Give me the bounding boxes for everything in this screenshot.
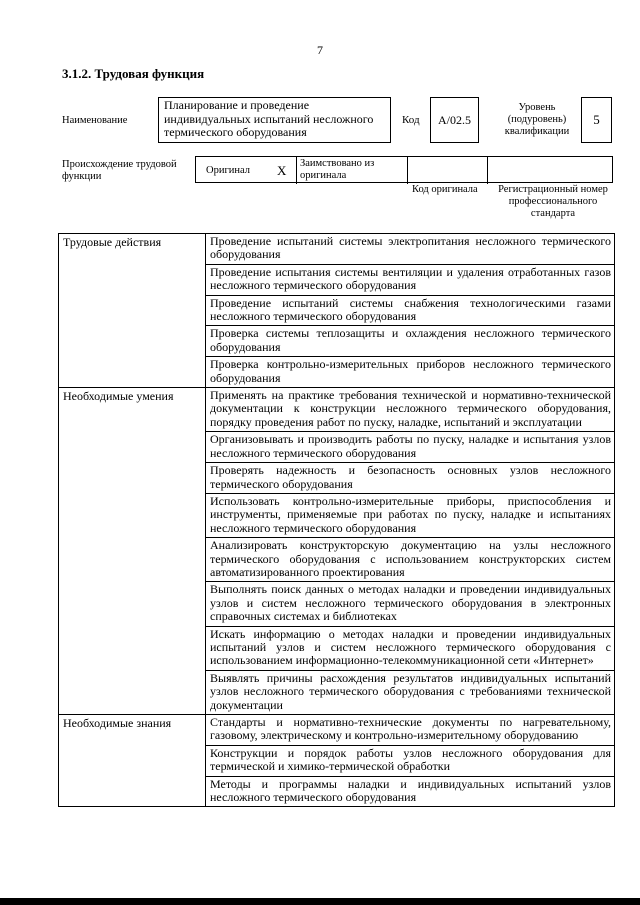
level-label: Уровень (подуровень) квалификации (504, 102, 570, 137)
requirement-item: Конструкции и порядок работы узлов несложного оборудования для термической и химико-термической обработки (206, 745, 615, 776)
reg-number-label: Регистрационный номер профессионального стандарта (498, 184, 608, 219)
section-title: 3.1.2. Трудовая функция (62, 66, 205, 81)
origin-original-cell (196, 157, 297, 184)
table-row (59, 388, 615, 432)
origin-reg-cell (488, 157, 612, 184)
section-heading: Необходимые умения (59, 388, 206, 715)
requirement-item: Проведение испытаний системы снабжения технологическими газами несложного термического оборудования (206, 295, 615, 326)
origin-label: Происхождение трудовой функции (62, 159, 177, 182)
function-name: Планирование и проведение индивидуальных испытаний несложного термического оборудования (158, 97, 391, 143)
name-label: Наименование (62, 115, 128, 126)
requirement-item: Стандарты и нормативно-технические документы по нагревательному, газовому, электрическому и контрольно-измерительному оборудованию (206, 715, 615, 746)
requirement-item: Проверять надежность и безопасность основных узлов несложного термического оборудования (206, 463, 615, 494)
origin-row (195, 156, 613, 183)
requirement-item: Выполнять поиск данных о методах наладки и проведении индивидуальных узлов и систем несложного термического оборудования в электронных справочных системах и библиотеках (206, 582, 615, 626)
origin-borrowed-cell (297, 157, 408, 184)
scan-edge (0, 898, 640, 905)
requirement-item: Проверка контрольно-измерительных приборов несложного термического оборудования (206, 357, 615, 388)
table-row (59, 715, 615, 746)
requirement-item: Методы и программы наладки и индивидуальных испытаний узлов несложного термического оборудования (206, 776, 615, 807)
origin-code-cell (408, 157, 488, 184)
requirement-item: Использовать контрольно-измерительные приборы, приспособления и инструменты, применяемые при работах по пуску, наладке и испытаниях несложного термического оборудования (206, 493, 615, 537)
competency-table (58, 233, 615, 807)
requirement-item: Проверка системы теплозащиты и охлаждения несложного термического оборудования (206, 326, 615, 357)
section-heading: Трудовые действия (59, 234, 206, 388)
requirement-item: Проведение испытания системы вентиляции и удаления отработанных газов несложного термического оборудования (206, 264, 615, 295)
requirement-item: Организовывать и производить работы по пуску, наладке и испытания узлов несложного термического оборудования (206, 432, 615, 463)
section-heading: Необходимые знания (59, 715, 206, 807)
page-number: 7 (317, 43, 323, 57)
requirement-item: Применять на практике требования технической и нормативно-технической документации к конструкции несложного термического оборудования, порядку проведения работ по пуску, наладке, испытаний и эксплуатации (206, 388, 615, 432)
original-mark: X (277, 163, 287, 178)
borrowed-label: Заимствовано из оригинала (300, 158, 375, 181)
requirement-item: Проведение испытаний системы электропитания несложного термического оборудования (206, 234, 615, 265)
table-row (59, 234, 615, 265)
code-label: Код (402, 114, 420, 126)
code-original-label: Код оригинала (412, 184, 478, 195)
original-label: Оригинал (206, 165, 250, 176)
requirement-item: Искать информацию о методах наладки и проведении индивидуальных испытаний узлов и систем несложного термического оборудования с использованием информационно-телекоммуникационной сети «Интернет» (206, 626, 615, 670)
code-value: A/02.5 (430, 97, 479, 143)
requirement-item: Анализировать конструкторскую документацию на узлы несложного термического оборудования с использованием конструкторских систем автоматизированного проектирования (206, 538, 615, 582)
level-value: 5 (581, 97, 612, 143)
requirement-item: Выявлять причины расхождения результатов индивидуальных испытаний узлов несложного термического оборудования с требованиями технической документации (206, 670, 615, 714)
